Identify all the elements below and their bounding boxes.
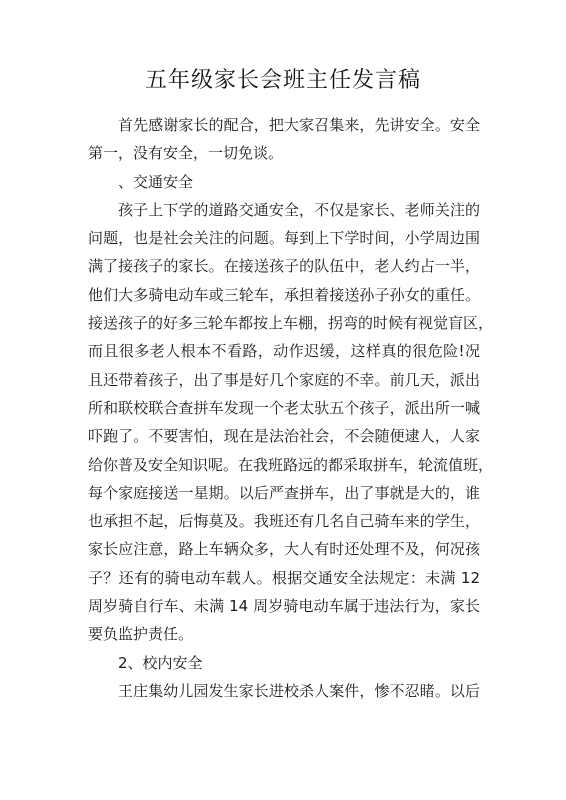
text-line: 每个家庭接送一星期。以后严查拼车，出了事就是大的，谁: [88, 483, 480, 502]
text-line: 要负监护责任。: [88, 625, 194, 644]
text-line: 2、校内安全: [118, 653, 203, 672]
text-line: 第一，没有安全，一切免谈。: [88, 144, 284, 163]
text-line: 所和联校联合查拼车发现一个老太驮五个孩子，派出所一喊: [88, 398, 480, 417]
text-line: 且还带着孩子，出了事是好几个家庭的不幸。前几天，派出: [88, 370, 480, 389]
text-line: 吓跑了。不要害怕，现在是法治社会，不会随便逮人，人家: [88, 427, 480, 446]
text-line: 他们大多骑电动车或三轮车，承担着接送孙子孙女的重任。: [88, 285, 480, 304]
text-line: 王庄集幼儿园发生家长进校杀人案件，惨不忍睹。以后: [118, 681, 480, 700]
text-line: 首先感谢家长的配合，把大家召集来，先讲安全。安全: [118, 116, 480, 134]
text-line: 孩子上下学的道路交通安全，不仅是家长、老师关注的: [118, 200, 480, 219]
text-line: 周岁骑自行车、未满 14 周岁骑电动车属于违法行为，家长: [88, 597, 480, 616]
document-title: 五年级家长会班主任发言稿: [144, 68, 421, 93]
text-line: 也承担不起，后悔莫及。我班还有几名自己骑车来的学生，: [88, 512, 480, 531]
text-line: 子？还有的骑电动车载人。根据交通安全法规定：未满 12: [88, 568, 480, 587]
text-line: 满了接孩子的家长。在接送孩子的队伍中，老人约占一半，: [88, 257, 480, 276]
text-line: 给你普及安全知识呢。在我班路远的都采取拼车，轮流值班，: [88, 455, 494, 474]
document-body: [88, 111, 494, 705]
text-line: 、交通安全: [118, 172, 194, 191]
text-line: 问题，也是社会关注的问题。每到上下学时间，小学周边围: [88, 229, 480, 248]
text-line: 家长应注意，路上车辆众多，大人有时还处理不及，何况孩: [88, 540, 480, 559]
text-line: 接送孩子的好多三轮车都按上车棚，拐弯的时候有视觉盲区，: [88, 314, 494, 333]
text-line: 而且很多老人根本不看路，动作迟缓，这样真的很危险!况: [88, 342, 480, 361]
